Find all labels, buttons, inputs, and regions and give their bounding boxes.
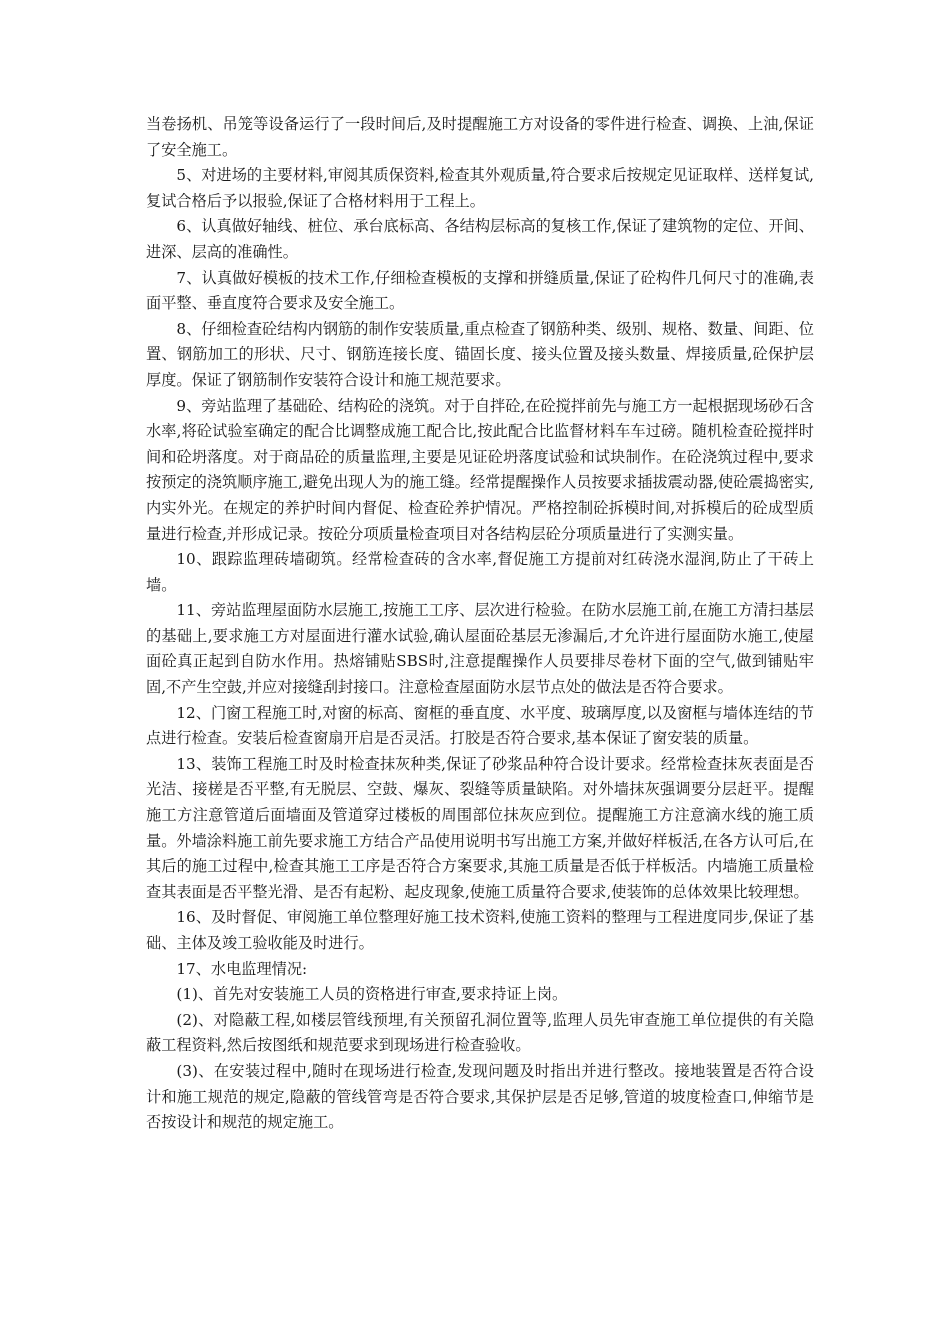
paragraph-item-12: 12、门窗工程施工时,对窗的标高、窗框的垂直度、水平度、玻璃厚度,以及窗框与墙体连结的节点进行检查。安装后检查窗扇开启是否灵活。打胶是否符合要求,基本保证了窗安装的质量。 bbox=[146, 703, 814, 748]
paragraph-item-6: 6、认真做好轴线、桩位、承台底标高、各结构层标高的复核工作,保证了建筑物的定位、开间、进深、层高的准确性。 bbox=[146, 217, 814, 261]
paragraph-item-17: 17、水电监理情况: bbox=[176, 959, 308, 978]
paragraph-subitem-1: (1)、首先对安装施工人员的资格进行审查,要求持证上岗。 bbox=[176, 985, 568, 1004]
paragraph-item-11: 11、旁站监理屋面防水层施工,按施工工序、层次进行检验。在防水层施工前,在施工方清扫基层的基础上,要求施工方对屋面进行灌水试验,确认屋面砼基层无渗漏后,才允许进行屋面防水施工,使屋面砼真正起到自防水作用。热熔铺贴SBS时,注意提醒操作人员要排尽卷材下面的空气,做到铺贴牢固,不产生空鼓,并应对接缝刮封接口。注意检查屋面防水层节点处的做法是否符合要求。 bbox=[146, 601, 814, 697]
paragraph-item-8: 8、仔细检查砼结构内钢筋的制作安装质量,重点检查了钢筋种类、级别、规格、数量、间距、位置、钢筋加工的形状、尺寸、钢筋连接长度、锚固长度、接头位置及接头数量、焊接质量,砼保护层厚度。保证了钢筋制作安装符合设计和施工规范要求。 bbox=[146, 319, 814, 389]
paragraph-item-16: 16、及时督促、审阅施工单位整理好施工技术资料,使施工资料的整理与工程进度同步,保证了基础、主体及竣工验收能及时进行。 bbox=[146, 908, 814, 952]
paragraph-item-10: 10、跟踪监理砖墙砌筑。经常检查砖的含水率,督促施工方提前对红砖浇水湿润,防止了干砖上墙。 bbox=[146, 550, 814, 594]
paragraph-subitem-2: (2)、对隐蔽工程,如楼层管线预埋,有关预留孔洞位置等,监理人员先审查施工单位提供的有关隐蔽工程资料,然后按图纸和规范要求到现场进行检查验收。 bbox=[146, 1010, 814, 1055]
paragraph-continued: 当卷扬机、吊笼等设备运行了一段时间后,及时提醒施工方对设备的零件进行检查、调换、上油,保证了安全施工。 bbox=[146, 115, 814, 159]
paragraph-item-9: 9、旁站监理了基础砼、结构砼的浇筑。对于自拌砼,在砼搅拌前先与施工方一起根据现场砂石含水率,将砼试验室确定的配合比调整成施工配合比,按此配合比监督材料车车过磅。随机检查砼搅拌时间和砼坍落度。对于商品砼的质量监理,主要是见证砼坍落度试验和试块制作。在砼浇筑过程中,要求按预定的浇筑顺序施工,避免出现人为的施工缝。经常提醒操作人员按要求插拔震动器,使砼震捣密实,内实外光。在规定的养护时间内督促、检查砼养护情况。严格控制砼拆模时间,对拆模后的砼成型质量进行检查,并形成记录。按砼分项质量检查项目对各结构层砼分项质量进行了实测实量。 bbox=[146, 396, 814, 543]
paragraph-item-7: 7、认真做好模板的技术工作,仔细检查模板的支撑和拼缝质量,保证了砼构件几何尺寸的准确,表面平整、垂直度符合要求及安全施工。 bbox=[146, 268, 814, 313]
document-body bbox=[146, 112, 814, 1136]
paragraph-item-13: 13、装饰工程施工时及时检查抹灰种类,保证了砂浆品种符合设计要求。经常检查抹灰表面是否光洁、接槎是否平整,有无脱层、空鼓、爆灰、裂缝等质量缺陷。对外墙抹灰强调要分层赶平。提醒施工方注意管道后面墙面及管道穿过楼板的周围部位抹灰应到位。提醒施工方注意滴水线的施工质量。外墙涂料施工前先要求施工方结合产品使用说明书写出施工方案,并做好样板活,在各方认可后,在其后的施工过程中,检查其施工工序是否符合方案要求,其施工质量是否低于样板活。内墙施工质量检查其表面是否平整光滑、是否有起粉、起皮现象,使施工质量符合要求,使装饰的总体效果比较理想。 bbox=[146, 754, 814, 901]
paragraph-item-5: 5、对进场的主要材料,审阅其质保资料,检查其外观质量,符合要求后按规定见证取样、送样复试,复试合格后予以报验,保证了合格材料用于工程上。 bbox=[146, 166, 814, 210]
paragraph-subitem-3: (3)、在安装过程中,随时在现场进行检查,发现问题及时指出并进行整改。接地装置是否符合设计和施工规范的规定,隐蔽的管线管弯是否符合要求,其保护层是否足够,管道的坡度检查口,伸缩节是否按设计和规范的规定施工。 bbox=[146, 1061, 814, 1132]
